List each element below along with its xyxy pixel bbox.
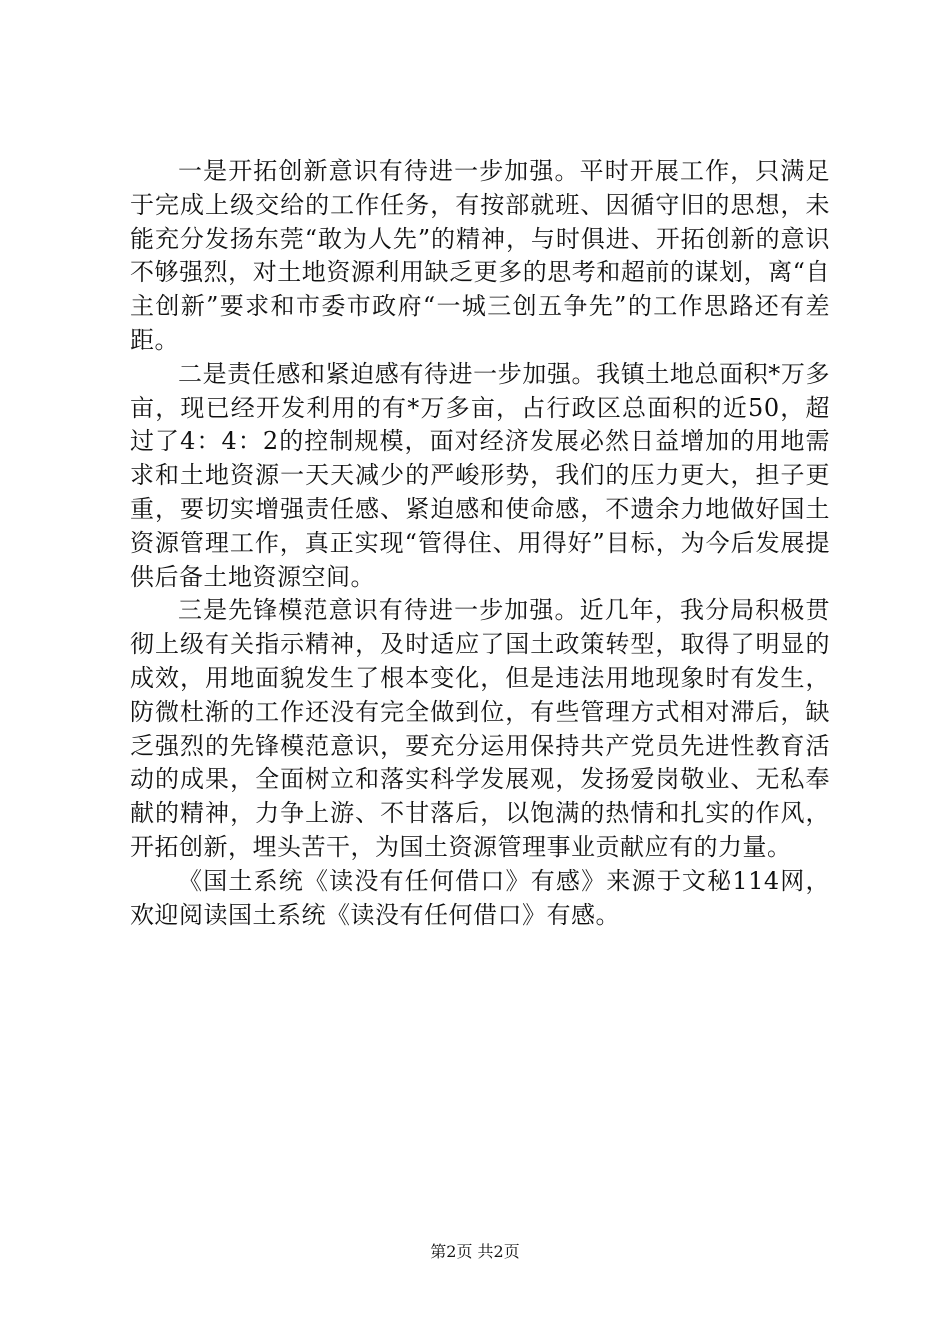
- paragraph-source-note: 《国土系统《读没有任何借口》有感》来源于文秘114网，欢迎阅读国土系统《读没有任何借口》有感。: [130, 866, 830, 929]
- document-body: [130, 155, 830, 932]
- paragraph-innovation-awareness: 一是开拓创新意识有待进一步加强。平时开展工作，只满足于完成上级交给的工作任务，有按部就班、因循守旧的思想，未能充分发扬东莞“敢为人先”的精神，与时俱进、开拓创新的意识不够强烈，对土地资源利用缺乏更多的思考和超前的谋划，离“自主创新”要求和市委市政府“一城三创五争先”的工作思路还有差距。: [130, 157, 830, 354]
- paragraph-pioneer-model: 三是先锋模范意识有待进一步加强。近几年，我分局积极贯彻上级有关指示精神，及时适应了国土政策转型，取得了明显的成效，用地面貌发生了根本变化，但是违法用地现象时有发生，防微杜渐的工作还没有完全做到位，有些管理方式相对滞后，缺乏强烈的先锋模范意识，要充分运用保持共产党员先进性教育活动的成果，全面树立和落实科学发展观，发扬爱岗敬业、无私奉献的精神，力争上游、不甘落后，以饱满的热情和扎实的作风，开拓创新，埋头苦干，为国土资源管理事业贡献应有的力量。: [130, 596, 830, 861]
- paragraph-responsibility-urgency: 二是责任感和紧迫感有待进一步加强。我镇土地总面积*万多亩，现已经开发利用的有*万多亩，占行政区总面积的近50，超过了4：4：2的控制规模，面对经济发展必然日益增加的用地需求和土地资源一天天减少的严峻形势，我们的压力更大，担子更重，要切实增强责任感、紧迫感和使命感，不遗余力地做好国土资源管理工作，真正实现“管得住、用得好”目标，为今后发展提供后备土地资源空间。: [130, 359, 830, 591]
- page-footer: 第2页 共2页: [430, 1242, 520, 1261]
